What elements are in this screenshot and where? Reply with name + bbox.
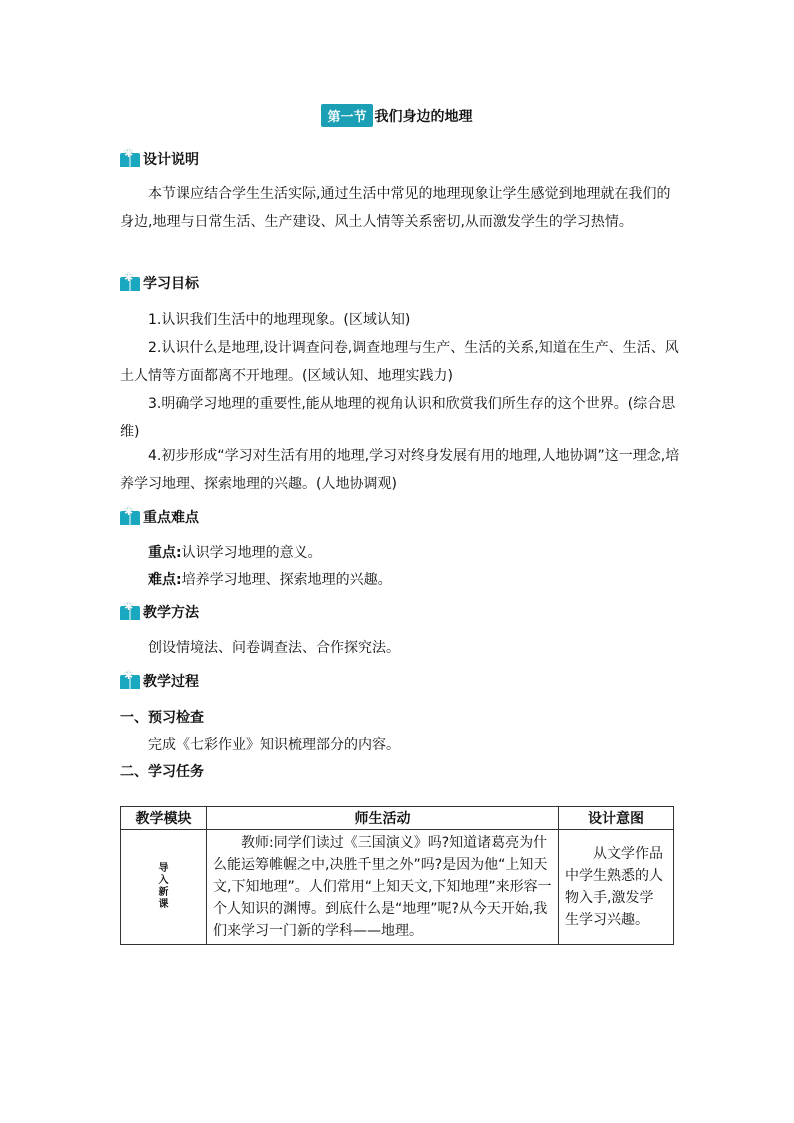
book-star-icon: ✱ — [120, 274, 140, 292]
section-label: 教学方法 — [143, 605, 199, 621]
section-label: 重点难点 — [143, 510, 199, 526]
book-star-icon: ✱ — [120, 150, 140, 168]
module-label: 导入新课 — [158, 863, 169, 910]
section-header-process — [120, 669, 199, 693]
section-label: 教学过程 — [143, 674, 199, 690]
table-row — [121, 830, 674, 945]
module-cell — [121, 830, 207, 945]
section-label: 设计说明 — [143, 152, 199, 168]
subsection-heading: 一、预习检查 — [120, 710, 204, 726]
table-header: 师生活动 — [207, 807, 559, 830]
lesson-title — [0, 104, 794, 127]
table-header: 设计意图 — [559, 807, 674, 830]
hard-label: 难点: — [148, 572, 182, 588]
table-header: 教学模块 — [121, 807, 207, 830]
lesson-table — [120, 806, 674, 945]
page-title: 我们身边的地理 — [374, 108, 473, 125]
book-star-icon: ✱ — [120, 672, 140, 690]
subsection-heading: 二、学习任务 — [120, 764, 204, 780]
design-body: 本节课应结合学生生活实际,通过生活中常见的地理现象让学生感觉到地理就在我们的身边,地理与日常生活、生产建设、风土人情等关系密切,从而激发学生的学习热情。 — [120, 186, 671, 230]
goal-item: 4.初步形成“学习对生活有用的地理,学习对终身发展有用的地理,人地协调”这一理念,培养学习地理、探索地理的兴趣。(人地协调观) — [120, 448, 680, 492]
goal-item: 3.明确学习地理的重要性,能从地理的视角认识和欣赏我们所生存的这个世界。(综合思维) — [120, 396, 676, 440]
book-star-icon: ✱ — [120, 603, 140, 621]
hard-text: 培养学习地理、探索地理的兴趣。 — [181, 572, 392, 588]
section-label: 学习目标 — [143, 276, 199, 292]
book-star-icon: ✱ — [120, 508, 140, 526]
key-text: 认识学习地理的意义。 — [181, 545, 322, 561]
methods-body: 创设情境法、问卷调查法、合作探究法。 — [148, 640, 400, 656]
goal-item: 1.认识我们生活中的地理现象。(区域认知) — [148, 312, 411, 328]
preview-body: 完成《七彩作业》知识梳理部分的内容。 — [148, 737, 400, 753]
section-header-goals — [120, 271, 199, 295]
goal-item: 2.认识什么是地理,设计调查问卷,调查地理与生产、生活的关系,知道在生产、生活、风土人情等方面都离不开地理。(区域认知、地理实践力) — [120, 340, 679, 384]
section-header-design — [120, 147, 199, 171]
section-badge: 第一节 — [321, 104, 372, 127]
key-point — [120, 539, 680, 567]
table-header-row — [121, 807, 674, 830]
key-label: 重点: — [148, 545, 182, 561]
intent-cell: 从文学作品中学生熟悉的人物入手,激发学生学习兴趣。 — [559, 830, 674, 945]
activity-cell: 教师:同学们读过《三国演义》吗?知道诸葛亮为什么能运筹帷幄之中,决胜千里之外”吗?是因为他“上知天文,下知地理”。人们常用“上知天文,下知地理”来形容一个人知识的渊博。到底什么是“地理”呢?从今天开始,我们来学习一门新的学科——地理。 — [207, 830, 559, 945]
section-header-methods — [120, 600, 199, 624]
hard-point — [120, 566, 680, 594]
section-header-keypoints — [120, 505, 199, 529]
